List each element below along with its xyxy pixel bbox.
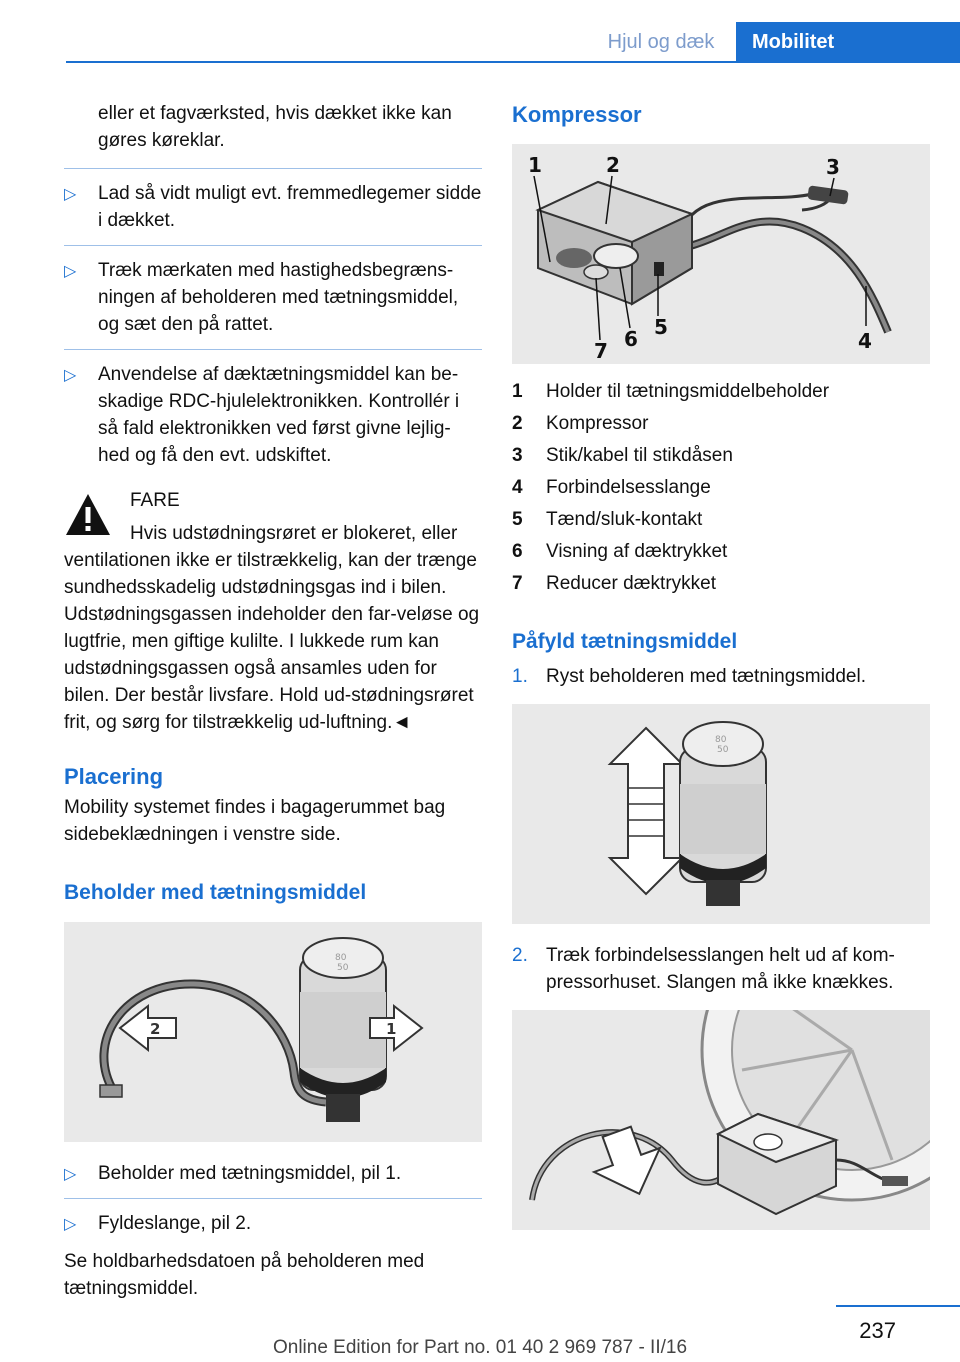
step-item: 2. Træk forbindelsesslangen helt ud af kom-pressorhuset. Slangen må ikke knækkes.: [512, 945, 895, 993]
bullet-triangle-icon: ▷: [64, 263, 77, 280]
list-item: ▷ Fyldeslange, pil 2.: [64, 1210, 482, 1237]
heading-kompressor: Kompressor: [512, 102, 642, 127]
legend-item: 4 Forbindelsesslange: [512, 477, 711, 498]
heading-pafyld: Påfyld tætningsmiddel: [512, 630, 738, 653]
heading-beholder: Beholder med tætningsmiddel: [64, 881, 367, 904]
bullet-triangle-icon: ▷: [64, 1166, 77, 1183]
warning-block: [64, 487, 482, 736]
gauge-label-top: 80: [715, 735, 727, 745]
legend-item: 5 Tænd/sluk-kontakt: [512, 509, 703, 530]
edition-footer: Online Edition for Part no. 01 40 2 969 787 - II/16: [272, 1337, 688, 1358]
gauge-label-bottom: 50: [337, 963, 349, 973]
callout-4: 4: [858, 329, 872, 353]
compressor-figure: [512, 144, 930, 364]
callout-3: 3: [826, 155, 840, 179]
bullet-triangle-icon: ▷: [64, 186, 77, 203]
beholder-note: Se holdbarhedsdatoen på beholderen med tætningsmiddel.: [64, 1251, 425, 1299]
right-column: [512, 100, 930, 1230]
sealant-container-illustration: [64, 922, 482, 1142]
legend-item: 7 Reducer dæktrykket: [512, 573, 717, 594]
shake-container-figure: [512, 704, 930, 924]
legend-item: 3 Stik/kabel til stikdåsen: [512, 445, 733, 466]
gauge-label-bottom: 50: [717, 745, 729, 755]
callout-1: 1: [528, 153, 542, 177]
warning-first-line: Hvis udstødningsrøret er blokeret, eller: [130, 523, 458, 544]
legend-item: 2 Kompressor: [512, 413, 649, 434]
arrow-label-1: 1: [386, 1020, 397, 1038]
bullet-triangle-icon: ▷: [64, 367, 77, 384]
list-item: ▷ Anvendelse af dæktætningsmiddel kan be-skadige RDC-hjulelektronikken. Kontrollér i så fald elektronikken ved først givne lejlig-hed og få den evt. udskiftet.: [64, 364, 460, 466]
pull-hose-illustration: [512, 1010, 930, 1230]
heading-placering: Placering: [64, 764, 164, 789]
callout-7: 7: [594, 339, 608, 363]
header-rule: [66, 61, 960, 63]
callout-5: 5: [654, 315, 668, 339]
footer-rule: [836, 1305, 960, 1307]
intro-continuation: eller et fagværksted, hvis dækket ikke kan gøres køreklar.: [98, 103, 452, 151]
left-column: [64, 100, 482, 1316]
placering-text: Mobility systemet findes i bagagerummet bag sidebeklædningen i venstre side.: [64, 797, 446, 845]
warning-text: ventilationen ikke er tilstrækkelig, kan der trænge sundhedsskadelig udstødningsgas ind i bilen. Udstødningsgassen indeholder den far-veløse og lugtfrie, men giftige kulilte. I lukkede rum kan udstødningsgassen også ansamles uden for bilen. Der består livsfare. Hold ud-stødningsrøret frit, og sørg for tilstrækkelig ud-luftning.◄: [64, 550, 480, 733]
list-item: ▷ Beholder med tætningsmiddel, pil 1.: [64, 1160, 482, 1187]
warning-triangle-icon: [64, 491, 112, 539]
up-down-arrow-icon: [610, 728, 682, 894]
page-number: 237: [859, 1318, 896, 1343]
arrow-2-icon: [120, 1006, 176, 1050]
header-chapter-tab[interactable]: Mobilitet: [736, 22, 960, 63]
pull-hose-figure: [512, 1010, 930, 1230]
bullet-triangle-icon: ▷: [64, 1216, 77, 1233]
separator: [64, 168, 482, 169]
step-item: 1. Ryst beholderen med tætningsmiddel.: [512, 666, 867, 687]
sealant-container-figure: [64, 922, 482, 1142]
separator: [64, 1198, 482, 1199]
callout-6: 6: [624, 327, 638, 351]
legend-item: 1 Holder til tætningsmiddelbeholder: [512, 381, 830, 402]
shake-container-illustration: [512, 704, 930, 924]
arrow-label-2: 2: [150, 1020, 161, 1038]
separator: [64, 349, 482, 350]
separator: [64, 245, 482, 246]
callout-2: 2: [606, 153, 620, 177]
header-section-tab[interactable]: Hjul og dæk: [607, 31, 715, 53]
list-item: ▷ Træk mærkaten med hastighedsbegræns-ningen af beholderen med tætningsmiddel, og sæt den på rattet.: [64, 260, 459, 335]
list-item: ▷ Lad så vidt muligt evt. fremmedlegemer sidde i dækket.: [64, 183, 482, 231]
warning-label: FARE: [130, 490, 180, 511]
compressor-illustration: [512, 144, 930, 364]
gauge-label-top: 80: [335, 953, 347, 963]
legend-item: 6 Visning af dæktrykket: [512, 541, 728, 562]
